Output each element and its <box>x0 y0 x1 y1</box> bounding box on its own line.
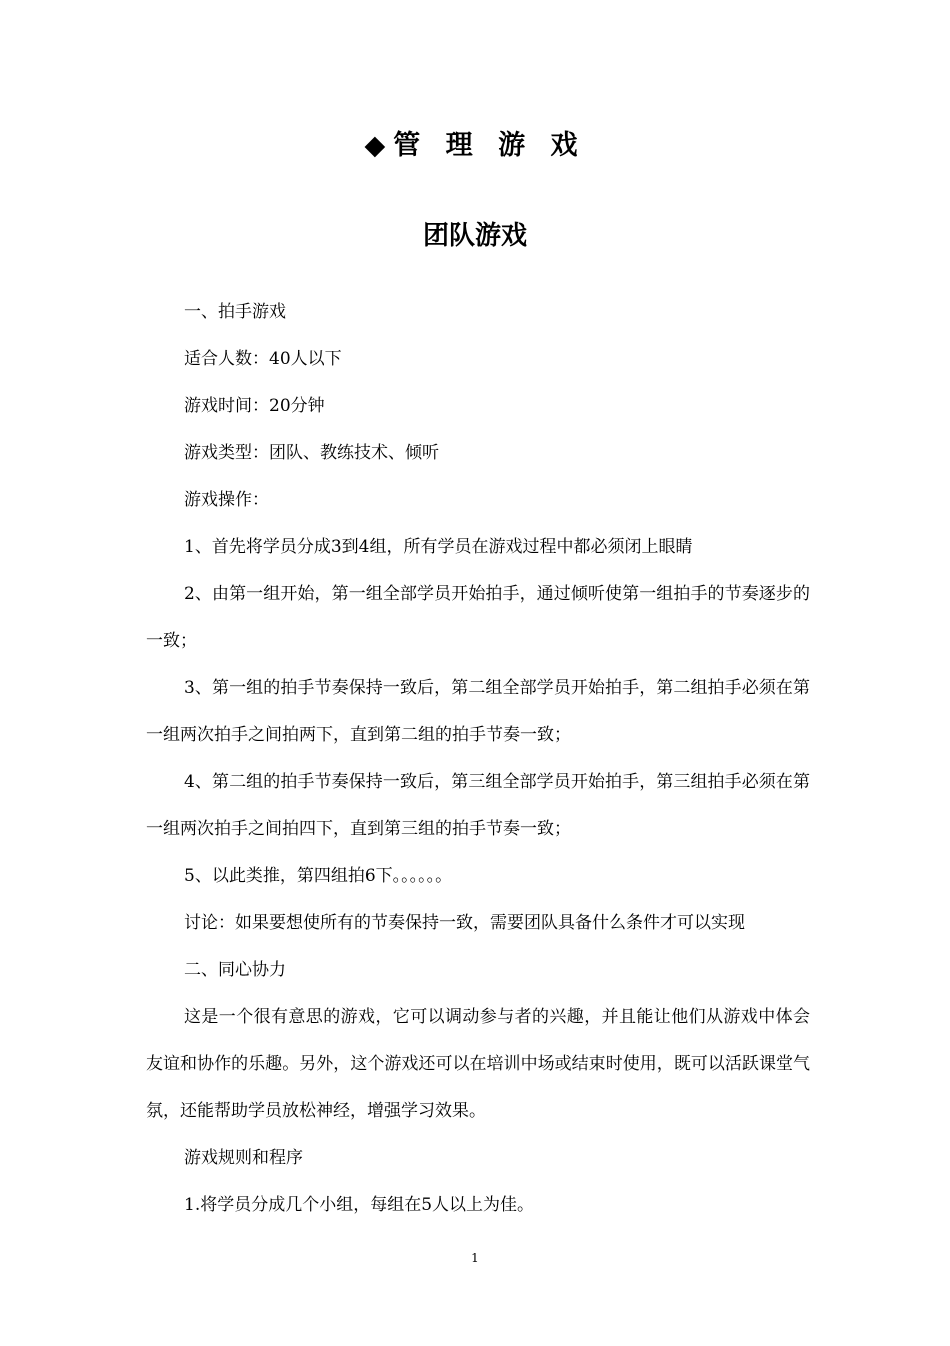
paragraph: 4、第二组的拍手节奏保持一致后，第三组全部学员开始拍手，第三组拍手必须在第一组两次拍手之间拍四下，直到第三组的拍手节奏一致； <box>146 772 810 839</box>
section-heading: 一、拍手游戏 <box>184 302 286 322</box>
paragraph: 游戏规则和程序 <box>184 1148 303 1168</box>
paragraph: 游戏操作： <box>184 490 269 510</box>
paragraph: 5、以此类推，第四组拍6下。。。。。。 <box>184 866 453 886</box>
document-subtitle: 团队游戏 <box>422 221 527 251</box>
paragraph: 游戏类型：团队、教练技术、倾听 <box>184 443 439 463</box>
paragraph: 2、由第一组开始，第一组全部学员开始拍手，通过倾听使第一组拍手的节奏逐步的一致； <box>146 584 810 651</box>
page-number: 1 <box>471 1251 479 1265</box>
section-heading: 二、同心协力 <box>184 960 286 980</box>
document-title: ◆管 理 游 戏 <box>364 130 586 161</box>
paragraph: 游戏时间：20分钟 <box>184 396 325 416</box>
paragraph: 3、第一组的拍手节奏保持一致后，第二组全部学员开始拍手，第二组拍手必须在第一组两次拍手之间拍两下，直到第二组的拍手节奏一致； <box>146 678 810 745</box>
paragraph: 1.将学员分成几个小组，每组在5人以上为佳。 <box>184 1195 535 1215</box>
paragraph: 适合人数：40人以下 <box>184 349 342 369</box>
paragraph: 讨论：如果要想使所有的节奏保持一致，需要团队具备什么条件才可以实现 <box>184 913 745 933</box>
paragraph: 这是一个很有意思的游戏，它可以调动参与者的兴趣，并且能让他们从游戏中体会友谊和协作的乐趣。另外，这个游戏还可以在培训中场或结束时使用，既可以活跃课堂气氛，还能帮助学员放松神经，增强学习效果。 <box>146 1007 810 1121</box>
paragraph: 1、首先将学员分成3到4组，所有学员在游戏过程中都必须闭上眼睛 <box>184 537 693 557</box>
document-body <box>146 289 810 1229</box>
